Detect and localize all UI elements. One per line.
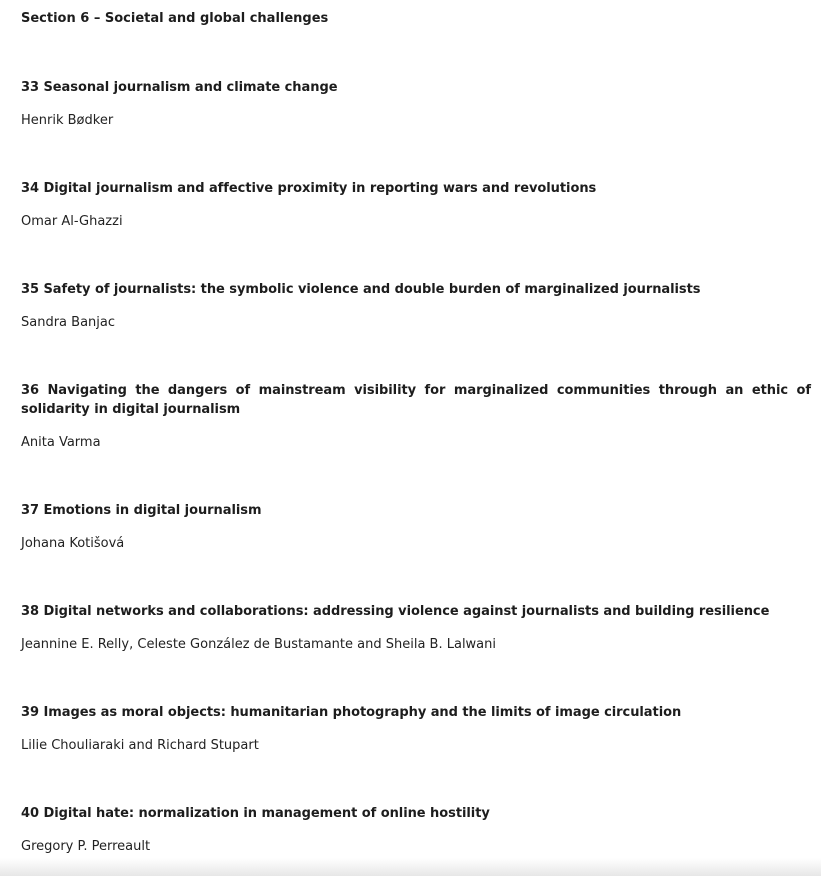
chapter-title[interactable]: 38 Digital networks and collaborations: addressing violence against journalists and building resilience bbox=[21, 604, 770, 619]
chapter-title[interactable]: 33 Seasonal journalism and climate change bbox=[21, 80, 338, 95]
chapter-title[interactable]: 39 Images as moral objects: humanitarian photography and the limits of image circulation bbox=[21, 705, 682, 720]
chapter-entry bbox=[21, 179, 811, 231]
chapter-entry bbox=[21, 703, 811, 755]
chapter-author: Omar Al-Ghazzi bbox=[21, 214, 123, 229]
chapter-author: Johana Kotišová bbox=[21, 536, 125, 551]
chapter-entry bbox=[21, 78, 811, 130]
section-title: Section 6 – Societal and global challenges bbox=[21, 11, 329, 26]
chapter-author: Sandra Banjac bbox=[21, 315, 116, 330]
chapter-title[interactable]: 37 Emotions in digital journalism bbox=[21, 503, 262, 518]
chapter-entry bbox=[21, 280, 811, 332]
chapter-author: Henrik Bødker bbox=[21, 113, 114, 128]
chapter-title[interactable]: 34 Digital journalism and affective proximity in reporting wars and revolutions bbox=[21, 181, 597, 196]
chapter-author: Lilie Chouliaraki and Richard Stupart bbox=[21, 738, 259, 753]
chapter-author: Gregory P. Perreault bbox=[21, 839, 151, 854]
chapter-author: Jeannine E. Relly, Celeste González de Bustamante and Sheila B. Lalwani bbox=[21, 637, 497, 652]
bottom-shadow bbox=[0, 858, 821, 876]
chapter-entry bbox=[21, 602, 811, 654]
chapter-title[interactable]: 40 Digital hate: normalization in management of online hostility bbox=[21, 806, 490, 821]
chapter-entry bbox=[21, 804, 811, 856]
chapter-title[interactable]: 35 Safety of journalists: the symbolic violence and double burden of marginalized journalists bbox=[21, 282, 701, 297]
chapter-entry bbox=[21, 381, 811, 452]
chapter-author: Anita Varma bbox=[21, 435, 101, 450]
chapter-title[interactable]: 36 Navigating the dangers of mainstream visibility for marginalized communities through an ethic of solidarity in digital journalism bbox=[21, 383, 811, 417]
chapter-entry bbox=[21, 501, 811, 553]
